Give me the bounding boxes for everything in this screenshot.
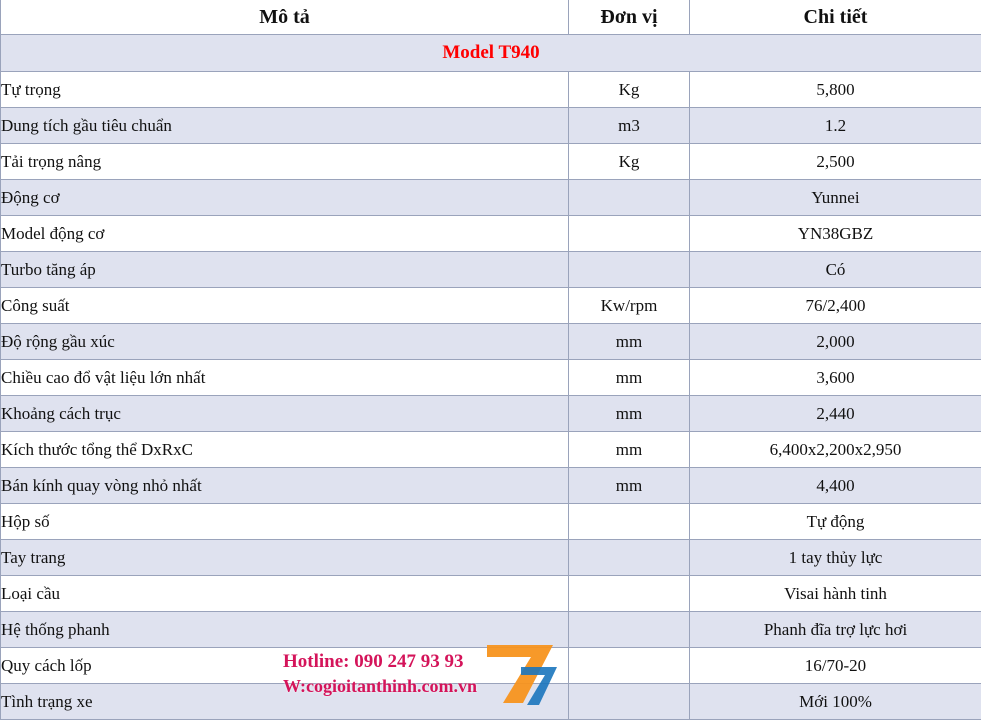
- row-unit: mm: [569, 432, 690, 468]
- watermark-hotline: Hotline: 090 247 93 93: [283, 649, 477, 674]
- table-row: [1, 180, 981, 216]
- row-description: Khoảng cách trục: [1, 396, 569, 432]
- row-detail: 5,800: [690, 72, 981, 108]
- row-detail: 2,500: [690, 144, 981, 180]
- table-header-row: [1, 0, 981, 35]
- row-description: Tải trọng nâng: [1, 144, 569, 180]
- row-description: Động cơ: [1, 180, 569, 216]
- row-detail: 4,400: [690, 468, 981, 504]
- row-detail: Yunnei: [690, 180, 981, 216]
- column-header-description: Mô tả: [1, 0, 569, 35]
- row-description: Bán kính quay vòng nhỏ nhất: [1, 468, 569, 504]
- row-unit: [569, 180, 690, 216]
- row-detail: 1 tay thủy lực: [690, 540, 981, 576]
- row-unit: Kg: [569, 144, 690, 180]
- row-detail: Visai hành tinh: [690, 576, 981, 612]
- row-detail: Mới 100%: [690, 684, 981, 720]
- table-body: [1, 35, 981, 720]
- row-unit: [569, 252, 690, 288]
- row-description: Hộp số: [1, 504, 569, 540]
- row-unit: Kg: [569, 72, 690, 108]
- table-row: [1, 612, 981, 648]
- row-unit: Kw/rpm: [569, 288, 690, 324]
- row-detail: 2,000: [690, 324, 981, 360]
- row-description: Dung tích gầu tiêu chuẩn: [1, 108, 569, 144]
- row-detail: 76/2,400: [690, 288, 981, 324]
- row-description: Độ rộng gầu xúc: [1, 324, 569, 360]
- row-detail: Phanh đĩa trợ lực hơi: [690, 612, 981, 648]
- table-row: [1, 288, 981, 324]
- row-unit: mm: [569, 324, 690, 360]
- table-row: [1, 360, 981, 396]
- row-unit: [569, 684, 690, 720]
- row-description: Turbo tăng áp: [1, 252, 569, 288]
- table-row: [1, 144, 981, 180]
- table-row: [1, 648, 981, 684]
- row-description: Model động cơ: [1, 216, 569, 252]
- table-row: [1, 468, 981, 504]
- row-detail: 2,440: [690, 396, 981, 432]
- table-row: [1, 108, 981, 144]
- row-detail: 6,400x2,200x2,950: [690, 432, 981, 468]
- row-unit: [569, 576, 690, 612]
- row-unit: [569, 216, 690, 252]
- row-detail: Tự động: [690, 504, 981, 540]
- row-unit: mm: [569, 468, 690, 504]
- row-description: Tình trạng xe: [1, 684, 569, 720]
- row-unit: m3: [569, 108, 690, 144]
- row-unit: [569, 540, 690, 576]
- watermark-website: W:cogioitanthinh.com.vn: [283, 674, 477, 699]
- row-description: Tự trọng: [1, 72, 569, 108]
- column-header-unit: Đơn vị: [569, 0, 690, 35]
- row-detail: 1.2: [690, 108, 981, 144]
- table-row: [1, 432, 981, 468]
- row-detail: 3,600: [690, 360, 981, 396]
- column-header-detail: Chi tiết: [690, 0, 981, 35]
- row-description: Hệ thống phanh: [1, 612, 569, 648]
- row-unit: [569, 648, 690, 684]
- table-row: [1, 396, 981, 432]
- table-row: [1, 576, 981, 612]
- table-header: [1, 0, 981, 35]
- row-description: Công suất: [1, 288, 569, 324]
- row-unit: mm: [569, 360, 690, 396]
- row-detail: YN38GBZ: [690, 216, 981, 252]
- table-row: [1, 252, 981, 288]
- row-description: Quy cách lốp: [1, 648, 569, 684]
- row-detail: Có: [690, 252, 981, 288]
- table-row: [1, 540, 981, 576]
- model-title-row: [1, 35, 981, 72]
- row-unit: mm: [569, 396, 690, 432]
- row-unit: [569, 504, 690, 540]
- table-row: [1, 324, 981, 360]
- row-description: Loại cầu: [1, 576, 569, 612]
- row-description: Chiều cao đổ vật liệu lớn nhất: [1, 360, 569, 396]
- row-detail: 16/70-20: [690, 648, 981, 684]
- table-row: [1, 72, 981, 108]
- table-row: [1, 216, 981, 252]
- table-row: [1, 684, 981, 720]
- table-row: [1, 504, 981, 540]
- row-description: Tay trang: [1, 540, 569, 576]
- row-description: Kích thước tổng thể DxRxC: [1, 432, 569, 468]
- row-unit: [569, 612, 690, 648]
- model-title: Model T940: [1, 35, 981, 72]
